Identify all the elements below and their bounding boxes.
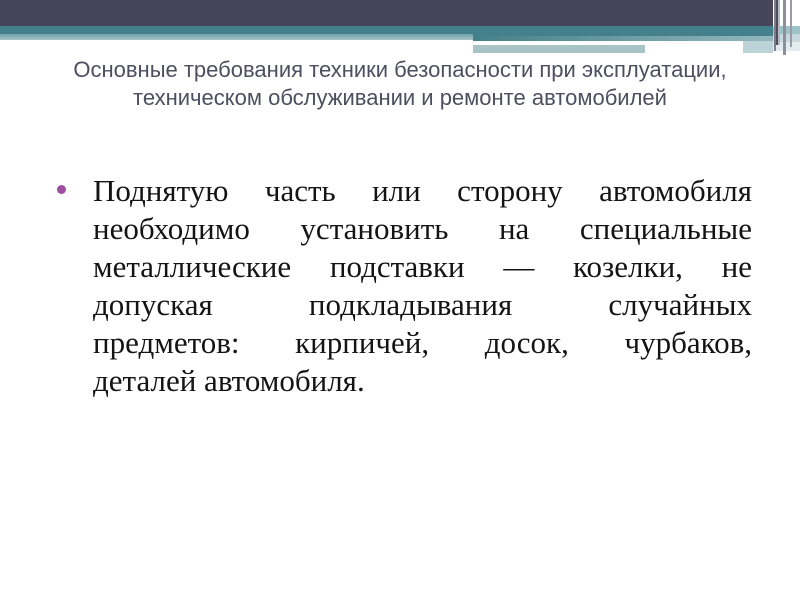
pinstripe [790,0,792,47]
corner-sage-band [773,34,800,42]
sage-band-right [743,41,773,53]
teal-accent-bar [0,26,773,36]
corner-teal-band [773,26,800,34]
body-line-4: допуская подкладывания случайных [93,287,752,322]
dark-header-bar [0,0,773,26]
body-line-3: металлические подставки — козелки, не [93,249,752,284]
pinstripe-corner [773,0,800,55]
sage-band-left [0,34,473,40]
pinstripe [783,0,786,55]
pinstripe [774,0,776,51]
body-line-5: предметов: кирпичей, досок, чурбаков, [93,325,752,360]
slide-title-line2: техническом обслуживании и ремонте автомобилей [133,85,667,110]
corner-light-band [773,42,800,51]
body-line-2: необходимо установить на специальные [93,211,752,246]
slide-title-line1: Основные требования техники безопасности при эксплуатации, [73,57,727,82]
pinstripe [778,0,780,45]
white-stripe [500,41,743,45]
sage-band-mid [473,45,645,53]
body-line-1: Поднятую часть или сторону автомобиля [93,173,752,208]
pinstripe [776,0,778,45]
body-line-6: деталей автомобиля. [93,363,365,398]
bullet-paragraph [93,172,752,400]
slide-title [40,56,760,112]
bullet-marker [57,185,66,194]
teal-band-right [473,36,773,41]
